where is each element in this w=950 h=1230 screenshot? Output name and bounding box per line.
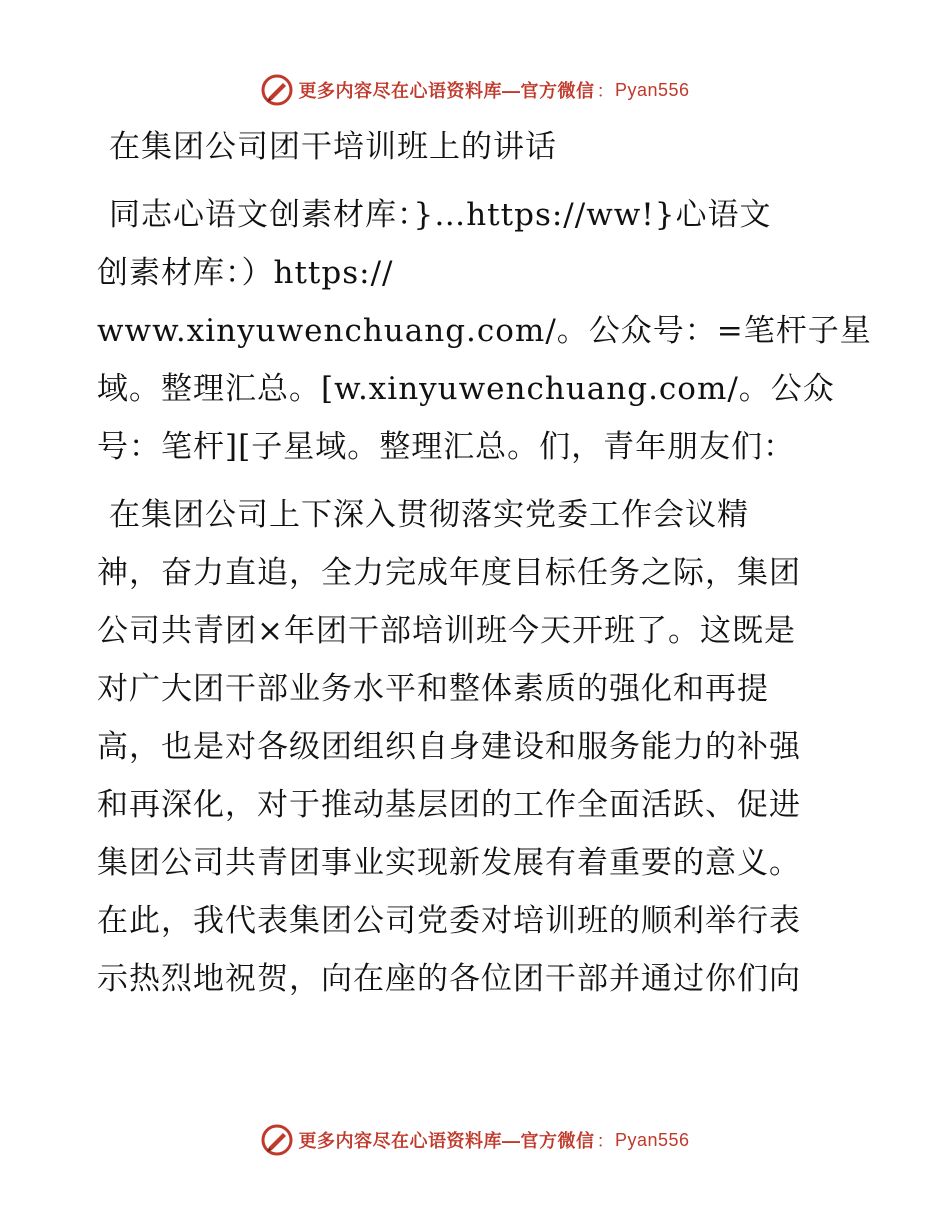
banner-separator: ： bbox=[596, 1131, 615, 1151]
paragraph-2-line: 高，也是对各级团组织自身建设和服务能力的补强 bbox=[97, 729, 801, 765]
banner-wechat-id: Pyan556 bbox=[614, 1129, 690, 1150]
paragraph-2-line: 示热烈地祝贺，向在座的各位团干部并通过你们向 bbox=[97, 961, 801, 997]
footer-banner bbox=[0, 1120, 950, 1160]
paragraph-1-line: 同志心语文创素材库：}…https://ww!}心语文 bbox=[109, 197, 772, 233]
paragraph-1-line: www.xinyuwenchuang.com/。公众号：=笔杆子星 bbox=[97, 313, 872, 349]
paragraph-2-line: 对广大团干部业务水平和整体素质的强化和再提 bbox=[97, 671, 769, 707]
paragraph-1 bbox=[97, 186, 872, 476]
document-title: 在集团公司团干培训班上的讲话 bbox=[109, 129, 557, 165]
pen-seal-icon bbox=[260, 73, 294, 107]
banner-wechat-id: Pyan556 bbox=[614, 79, 690, 100]
paragraph-1-line: 域。整理汇总。[w.xinyuwenchuang.com/。公众 bbox=[97, 371, 835, 407]
document-body bbox=[97, 118, 872, 1008]
banner-site-text: 更多内容尽在心语资料库—官方微信 bbox=[298, 1131, 595, 1151]
banner-site-text: 更多内容尽在心语资料库—官方微信 bbox=[298, 81, 595, 101]
paragraph-1-line: 创素材库：）https:// bbox=[97, 255, 394, 291]
pen-seal-icon bbox=[260, 1123, 294, 1157]
paragraph-2-line: 在此，我代表集团公司党委对培训班的顺利举行表 bbox=[97, 903, 801, 939]
paragraph-2-line: 和再深化，对于推动基层团的工作全面活跃、促进 bbox=[97, 787, 801, 823]
paragraph-2-line: 在集团公司上下深入贯彻落实党委工作会议精 bbox=[109, 497, 749, 533]
paragraph-1-line: 号：笔杆][子星域。整理汇总。们，青年朋友们： bbox=[97, 429, 796, 465]
banner-separator: ： bbox=[596, 81, 615, 101]
paragraph-2-line: 公司共青团×年团干部培训班今天开班了。这既是 bbox=[97, 613, 796, 649]
paragraph-2 bbox=[97, 486, 857, 1008]
paragraph-2-line: 神，奋力直追，全力完成年度目标任务之际，集团 bbox=[97, 555, 801, 591]
paragraph-2-line: 集团公司共青团事业实现新发展有着重要的意义。 bbox=[97, 845, 801, 881]
header-banner bbox=[0, 70, 950, 110]
